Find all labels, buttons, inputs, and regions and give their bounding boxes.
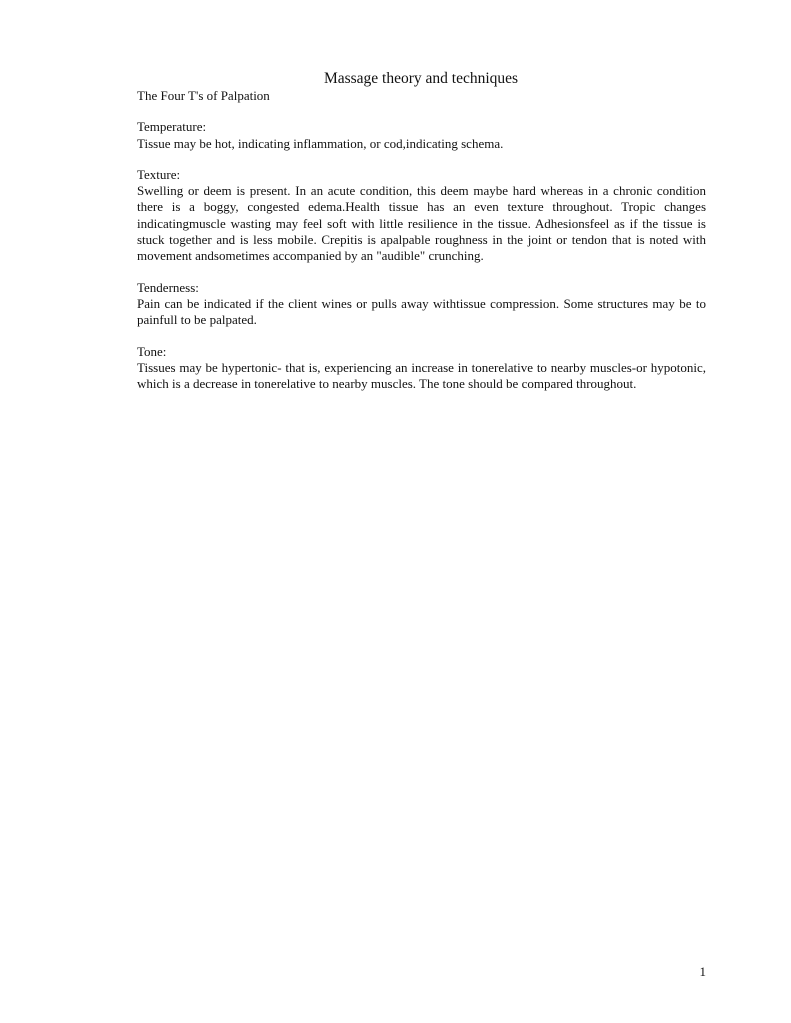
section-heading: Temperature: — [137, 119, 207, 135]
section-body: Pain can be indicated if the client wines or pulls away withtissue compression. Some structures may be to painfull to be palpated. — [137, 295, 706, 328]
section-body: Tissues may be hypertonic- that is, experiencing an increase in tonerelative to nearby muscles-or hypotonic, which is a decrease in tonerelative to nearby muscles. The tone should be compared throughout. — [137, 359, 706, 392]
section-heading: Tone: — [137, 343, 167, 359]
section-body: Swelling or deem is present. In an acute condition, this deem maybe hard whereas in a chronic condition there is a boggy, congested edema.Health tissue has an even texture throughout. Tropic changes indicatingmuscle wasting may feel soft with little resilience in the tissue. Adhesionsfeel as if the tissue is stuck together and is less mobile. Crepitis is apalpable roughness in the joint or tendon that is noted with movement andsometimes accompanied by an "audible" crunching. — [137, 183, 706, 264]
section-heading: Tenderness: — [137, 279, 199, 295]
section-heading: Texture: — [137, 166, 181, 182]
section-texture — [137, 167, 706, 265]
document-subtitle: The Four T's of Palpation — [137, 88, 270, 103]
document-body — [137, 88, 706, 407]
page-number: 1 — [699, 964, 706, 979]
section-temperature — [137, 119, 706, 152]
section-body: Tissue may be hot, indicating inflammation, or cod,indicating schema. — [137, 135, 504, 151]
page-title: Massage theory and techniques — [323, 70, 519, 87]
section-tenderness — [137, 280, 706, 329]
section-tone — [137, 344, 706, 393]
